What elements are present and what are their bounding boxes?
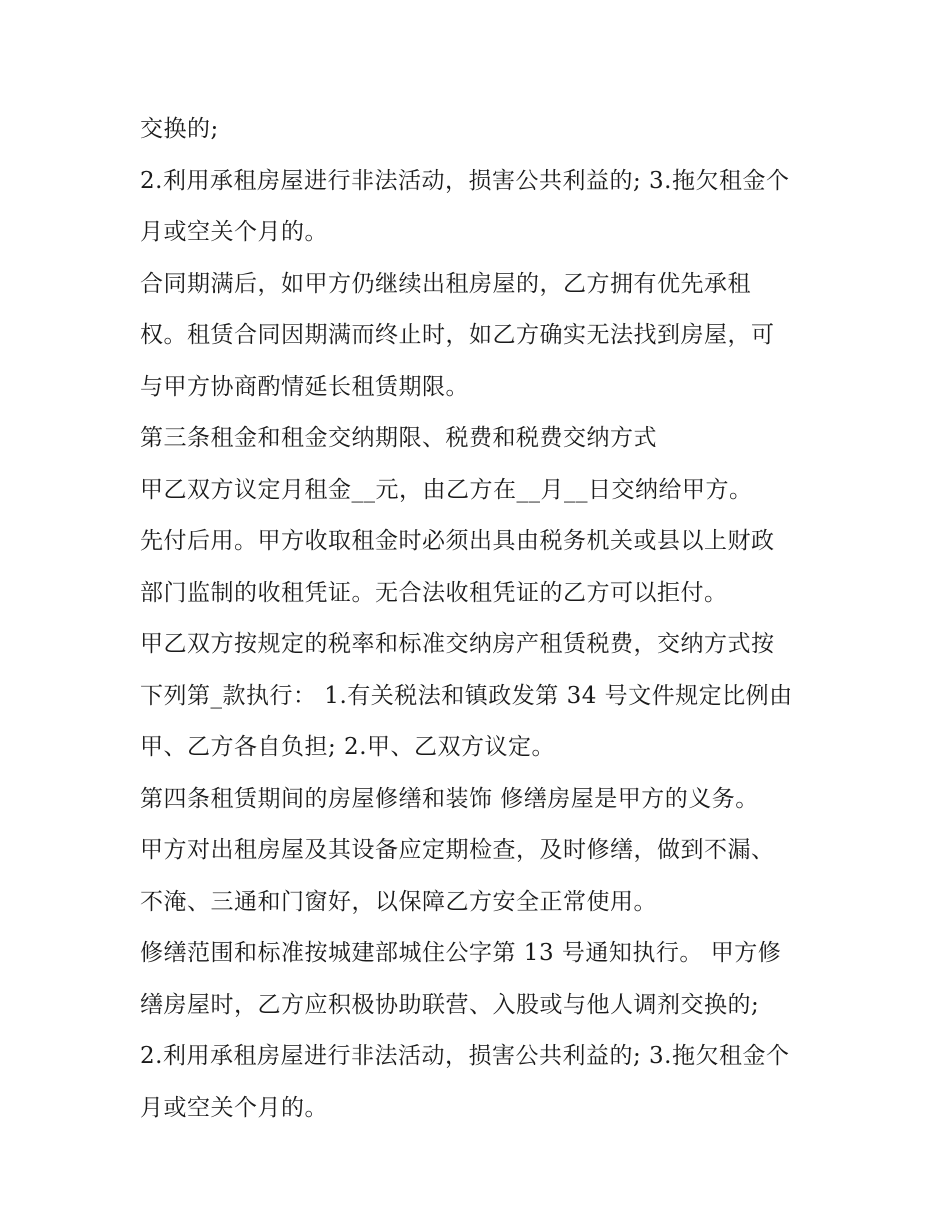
text-line: 月或空关个月的。 bbox=[140, 1094, 328, 1121]
section-heading: 第三条租金和租金交纳期限、税费和税费交纳方式 bbox=[140, 425, 657, 451]
text-line: 甲方对出租房屋及其设备应定期检查，及时修缮，做到不漏、 bbox=[140, 837, 775, 863]
text-line: 甲、乙方各自负担; 2.甲、乙双方议定。 bbox=[140, 734, 556, 760]
section-heading: 第四条租赁期间的房屋修缮和装饰 修缮房屋是甲方的义务。 bbox=[140, 785, 759, 812]
text-line: 月或空关个月的。 bbox=[140, 219, 328, 245]
text-line: 先付后用。甲方收取租金时必须出具由税务机关或县以上财政 bbox=[140, 528, 775, 554]
text-line: 甲乙双方议定月租金__元，由乙方在__月__日交纳给甲方。 bbox=[140, 476, 753, 503]
text-line: 2.利用承租房屋进行非法活动，损害公共利益的; 3.拖欠租金个 bbox=[140, 1043, 790, 1069]
text-line: 缮房屋时，乙方应积极协助联营、入股或与他人调剂交换的; bbox=[140, 991, 760, 1018]
text-line: 合同期满后，如甲方仍继续出租房屋的，乙方拥有优先承租 bbox=[140, 270, 751, 297]
text-line: 甲乙双方按规定的税率和标准交纳房产租赁税费，交纳方式按 bbox=[140, 631, 775, 657]
text-line: 权。租赁合同因期满而终止时，如乙方确实无法找到房屋，可 bbox=[140, 322, 775, 348]
text-line: 部门监制的收租凭证。无合法收租凭证的乙方可以拒付。 bbox=[140, 579, 728, 606]
text-line: 交换的; bbox=[140, 116, 219, 142]
text-line: 不淹、三通和门窗好，以保障乙方安全正常使用。 bbox=[140, 888, 657, 915]
text-line: 2.利用承租房屋进行非法活动，损害公共利益的; 3.拖欠租金个 bbox=[140, 167, 790, 194]
text-line: 与甲方协商酌情延长租赁期限。 bbox=[140, 373, 469, 400]
text-line: 修缮范围和标准按城建部城住公字第 13 号通知执行。 甲方修 bbox=[140, 940, 782, 966]
text-line: 下列第_款执行： 1.有关税法和镇政发第 34 号文件规定比例由 bbox=[140, 682, 793, 709]
document-body bbox=[140, 104, 830, 1134]
